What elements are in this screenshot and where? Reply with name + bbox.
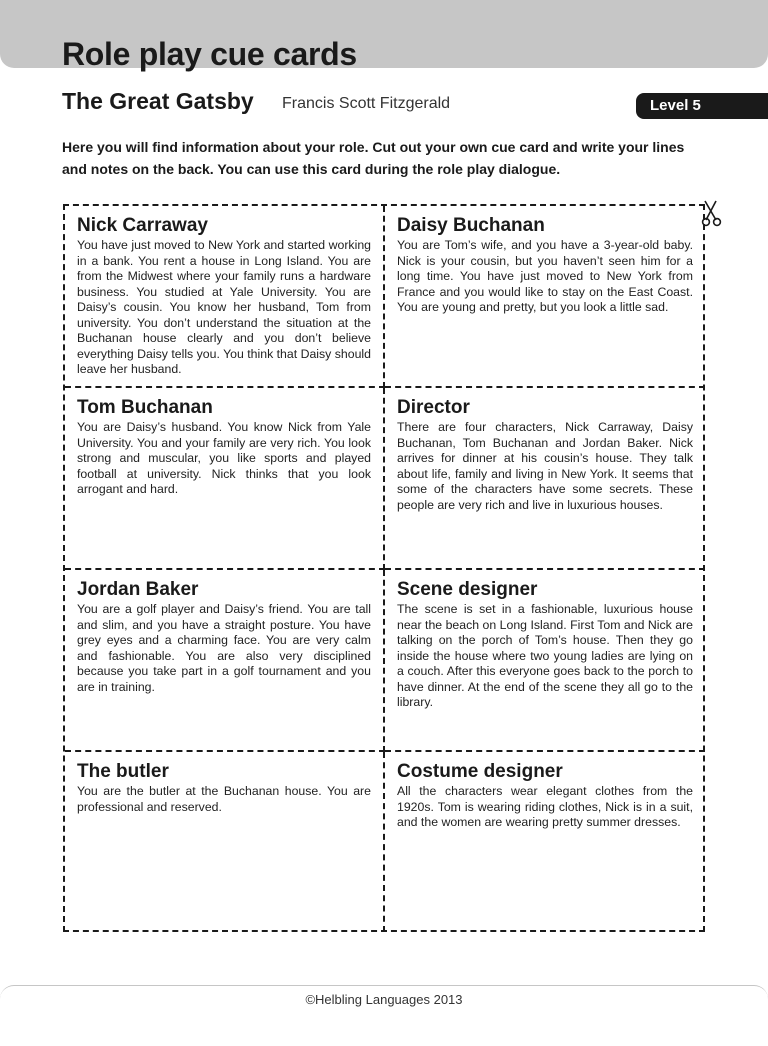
card-text: You are a golf player and Daisy’s friend. You are tall and slim, and you have a straight posture. You have grey eyes and a charming face. You are very calm and fashionable. You are also very disciplined because you take part in a golf tournament and you are in training. [77, 602, 371, 694]
card-text: There are four characters, Nick Carraway, Daisy Buchanan, Tom Buchanan and Jordan Baker. Nick arrives for dinner at his cousin’s house. They talk about life, family and living in New York. It seems that some of the characters have some secrets. These people are very rich and live in luxurious houses. [397, 420, 693, 512]
card-title: Nick Carraway [77, 215, 208, 236]
card-text: All the characters wear elegant clothes from the 1920s. Tom is wearing riding clothes, Nick is in a suit, and the women are wearing pretty summer dresses. [397, 784, 693, 829]
intro-text: Here you will find information about your role. Cut out your own cue card and write your lines and notes on the back. You can use this card during the role play dialogue. [62, 139, 685, 177]
cue-card [385, 388, 705, 570]
card-title: Director [397, 397, 470, 418]
card-title: Daisy Buchanan [397, 215, 545, 236]
cue-cards-grid [63, 204, 705, 932]
card-title: The butler [77, 761, 169, 782]
card-text: The scene is set in a fashionable, luxurious house near the beach on Long Island. First Tom and Nick are talking on the porch of Tom’s house. Then they go inside the house where two young ladies are lying on a couch. After this everyone goes back to the porch to have dinner. At the end of the scene they all go to the library. [397, 602, 693, 709]
card-text: You are Daisy’s husband. You know Nick from Yale University. You and your family are very rich. You look strong and muscular, you like sports and played football at university. Nick thinks that you look arrogant and hard. [77, 420, 371, 496]
card-title: Jordan Baker [77, 579, 199, 600]
level-badge: Level 5 [636, 93, 768, 119]
card-title: Scene designer [397, 579, 538, 600]
cue-card [65, 388, 385, 570]
card-title: Tom Buchanan [77, 397, 213, 418]
cue-card [65, 752, 385, 932]
book-title: The Great Gatsby [62, 88, 254, 114]
cue-card [65, 206, 385, 388]
page-title: Role play cue cards [62, 36, 357, 72]
book-author: Francis Scott Fitzgerald [282, 95, 451, 112]
cue-card [385, 752, 705, 932]
cue-card [65, 570, 385, 752]
card-title: Costume designer [397, 761, 563, 782]
card-text: You have just moved to New York and started working in a bank. You rent a house in Long Island. You are from the Midwest where your family runs a hardware business. You studied at Yale University. You are Daisy’s cousin. You know her husband, Tom from university. You don’t understand the situation at the Buchanan house clearly and you don’t believe everything Daisy tells you. You think that Daisy should leave her husband. [77, 238, 371, 376]
cue-card [385, 206, 705, 388]
copyright: ©Helbling Languages 2013 [305, 992, 463, 1007]
card-text: You are Tom’s wife, and you have a 3-year-old baby. Nick is your cousin, but you haven’t seen him for a long time. You have just moved to New York from France and you would like to stay on the East Coast. You are young and pretty, but you look a little sad. [397, 238, 693, 314]
card-text: You are the butler at the Buchanan house. You are professional and reserved. [77, 784, 371, 814]
cue-card [385, 570, 705, 752]
